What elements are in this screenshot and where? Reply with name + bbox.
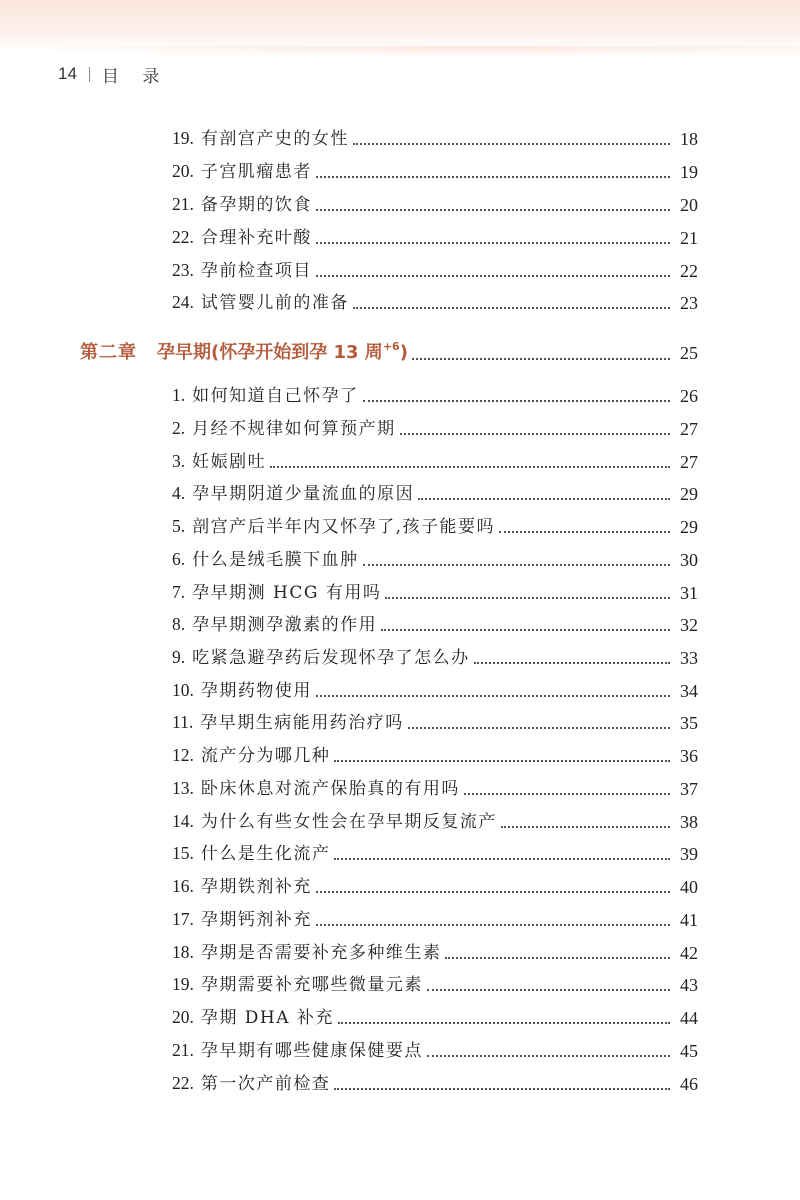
toc-entry-page: 22 <box>680 261 698 281</box>
toc-entry-title: 流产分为哪几种 <box>200 746 331 766</box>
toc-entry-label <box>172 416 396 441</box>
toc-entry-number: 9. <box>172 647 186 667</box>
toc-entry-label <box>172 710 404 735</box>
toc-entry-label <box>172 776 460 801</box>
toc-entry[interactable] <box>172 189 698 217</box>
toc-entry-label <box>172 547 359 572</box>
toc-entry[interactable] <box>172 577 698 605</box>
toc-entry-page: 43 <box>680 975 698 995</box>
dot-leader <box>427 1055 670 1057</box>
toc-entry[interactable] <box>172 1002 698 1030</box>
toc-entry[interactable] <box>172 255 698 283</box>
toc-entry-number: 20. <box>172 161 194 181</box>
dot-leader <box>316 924 670 926</box>
section-title: 目 录 <box>101 66 169 87</box>
toc-entry-title: 孕期 DHA 补充 <box>200 1008 334 1028</box>
toc-entry-page: 32 <box>680 615 698 635</box>
toc-entry-page: 18 <box>680 129 698 149</box>
toc-entry[interactable] <box>172 937 698 965</box>
dot-leader <box>474 662 670 664</box>
toc-entry-title: 孕早期测 HCG 有用吗 <box>192 583 382 603</box>
dot-leader <box>363 564 670 566</box>
toc-entry[interactable] <box>172 123 698 151</box>
header-band <box>0 0 800 52</box>
toc-entry-number: 17. <box>172 909 194 929</box>
dot-leader <box>385 597 670 599</box>
toc-entry-number: 3. <box>172 451 186 471</box>
chapter-title-superscript: +6 <box>382 340 400 353</box>
page-number: 14 <box>58 64 77 83</box>
toc-entry[interactable] <box>172 642 698 670</box>
toc-entry-title: 为什么有些女性会在孕早期反复流产 <box>200 812 497 832</box>
toc-entry-title: 孕早期阴道少量流血的原因 <box>192 484 415 504</box>
toc-entry-page: 27 <box>680 419 698 439</box>
toc-entry-label <box>172 972 423 997</box>
dot-leader <box>499 531 670 533</box>
running-head <box>58 62 168 86</box>
toc-entry-number: 8. <box>172 614 186 634</box>
toc-entry-page: 19 <box>680 162 698 182</box>
toc-entry-title: 什么是生化流产 <box>200 844 331 864</box>
toc-entry-page: 23 <box>680 293 698 313</box>
toc-entry[interactable] <box>172 806 698 834</box>
header-divider <box>89 67 90 82</box>
toc-entry-number: 11. <box>172 712 194 732</box>
toc-entry-number: 18. <box>172 942 194 962</box>
toc-entry-number: 16. <box>172 876 194 896</box>
toc-entry-page: 27 <box>680 452 698 472</box>
toc-entry[interactable] <box>172 707 698 735</box>
toc-entry-title: 合理补充叶酸 <box>200 228 312 248</box>
toc-entry-label <box>172 126 349 151</box>
toc-entry[interactable] <box>172 511 698 539</box>
toc-entry-number: 15. <box>172 843 194 863</box>
toc-entry-title: 孕早期生病能用药治疗吗 <box>200 713 404 733</box>
dot-leader <box>316 209 670 211</box>
toc-entry-title: 试管婴儿前的准备 <box>200 293 349 313</box>
dot-leader <box>353 143 670 145</box>
toc-entry[interactable] <box>172 380 698 408</box>
chapter-title-close: ) <box>399 342 408 363</box>
toc-entry-label <box>172 743 330 768</box>
toc-entry-page: 44 <box>680 1008 698 1028</box>
toc-entry-number: 14. <box>172 811 194 831</box>
toc-entry-label <box>172 841 330 866</box>
toc-entry-label <box>172 678 312 703</box>
toc-entry-label <box>172 290 349 315</box>
chapter-heading[interactable] <box>80 336 698 366</box>
toc-entry[interactable] <box>172 675 698 703</box>
toc-entry[interactable] <box>172 1068 698 1096</box>
toc-entry-title: 孕早期有哪些健康保健要点 <box>200 1041 423 1061</box>
dot-leader <box>316 176 670 178</box>
toc-entry[interactable] <box>172 544 698 572</box>
toc-entry-number: 22. <box>172 1073 194 1093</box>
toc-entry-page: 36 <box>680 746 698 766</box>
toc-entry-page: 26 <box>680 386 698 406</box>
toc-entry-number: 19. <box>172 974 194 994</box>
toc-entry-title: 孕期需要补充哪些微量元素 <box>200 975 423 995</box>
toc-entry-label <box>172 874 312 899</box>
toc-entry-number: 7. <box>172 582 186 602</box>
toc-entry-label <box>172 258 312 283</box>
dot-leader <box>316 695 670 697</box>
toc-entry[interactable] <box>172 969 698 997</box>
toc-entry-label <box>172 1071 330 1096</box>
toc-entry-page: 20 <box>680 195 698 215</box>
toc-entry-title: 剖宫产后半年内又怀孕了,孩子能要吗 <box>192 517 496 537</box>
toc-entry-number: 4. <box>172 483 186 503</box>
toc-entry-number: 6. <box>172 549 186 569</box>
dot-leader <box>418 498 670 500</box>
chapter-number: 第二章 <box>80 342 137 363</box>
toc-entry-number: 22. <box>172 227 194 247</box>
toc-entry-page: 29 <box>680 484 698 504</box>
chapter-title <box>157 340 408 366</box>
toc-entry-label <box>172 449 266 474</box>
dot-leader <box>334 1088 670 1090</box>
toc-entry-label <box>172 383 359 408</box>
toc-entry-number: 10. <box>172 680 194 700</box>
toc-entry-page: 42 <box>680 943 698 963</box>
toc-entry-title: 什么是绒毛膜下血肿 <box>192 550 359 570</box>
toc-entry-number: 21. <box>172 194 194 214</box>
toc-entry-page: 45 <box>680 1041 698 1061</box>
toc-entry-title: 如何知道自己怀孕了 <box>192 386 359 406</box>
chapter-page: 25 <box>680 343 698 363</box>
toc-entry-number: 1. <box>172 385 186 405</box>
toc-entry-title: 第一次产前检查 <box>200 1074 331 1094</box>
dot-leader <box>338 1022 670 1024</box>
dot-leader <box>408 727 670 729</box>
dot-leader <box>464 793 670 795</box>
toc-entry-label <box>172 1038 423 1063</box>
dot-leader <box>316 275 670 277</box>
toc-entry-page: 21 <box>680 228 698 248</box>
toc-entry-number: 20. <box>172 1007 194 1027</box>
toc-entry-title: 月经不规律如何算预产期 <box>192 419 396 439</box>
toc-entry-label <box>172 481 414 506</box>
toc-entry-label <box>172 907 312 932</box>
toc-entry-label <box>172 192 312 217</box>
toc-entry-label <box>172 225 312 250</box>
toc-entry-title: 孕早期测孕激素的作用 <box>192 615 378 635</box>
toc-entry[interactable] <box>172 478 698 506</box>
toc-entry-page: 30 <box>680 550 698 570</box>
toc-entry-number: 13. <box>172 778 194 798</box>
toc-entry[interactable] <box>172 156 698 184</box>
toc-entry-page: 33 <box>680 648 698 668</box>
toc-entry-number: 24. <box>172 292 194 312</box>
dot-leader <box>381 629 670 631</box>
dot-leader <box>445 957 670 959</box>
dot-leader <box>363 400 670 402</box>
dot-leader <box>501 826 670 828</box>
toc-entry-page: 37 <box>680 779 698 799</box>
toc-entry-number: 12. <box>172 745 194 765</box>
toc-entry[interactable] <box>172 609 698 637</box>
toc-entry-page: 38 <box>680 812 698 832</box>
toc-entry-title: 子宫肌瘤患者 <box>200 162 312 182</box>
toc-entry-page: 40 <box>680 877 698 897</box>
toc-entry-page: 39 <box>680 844 698 864</box>
toc-entry[interactable] <box>172 222 698 250</box>
toc-entry-page: 34 <box>680 681 698 701</box>
toc-entry-page: 31 <box>680 583 698 603</box>
toc-entry-title: 备孕期的饮食 <box>200 195 312 215</box>
toc-entry-label <box>172 809 497 834</box>
toc-entry-title: 妊娠剧吐 <box>192 452 267 472</box>
toc-entry-title: 孕前检查项目 <box>200 261 312 281</box>
toc-entry-page: 29 <box>680 517 698 537</box>
toc-entry-number: 21. <box>172 1040 194 1060</box>
toc-entry-title: 有剖宫产史的女性 <box>200 129 349 149</box>
toc-entry-title: 吃紧急避孕药后发现怀孕了怎么办 <box>192 648 470 668</box>
toc-entry-title: 孕期药物使用 <box>200 681 312 701</box>
toc-entry[interactable] <box>172 904 698 932</box>
toc-entry-page: 35 <box>680 713 698 733</box>
toc-entry[interactable] <box>172 287 698 315</box>
dot-leader <box>270 466 670 468</box>
toc-entry[interactable] <box>172 1035 698 1063</box>
toc-entry[interactable] <box>172 773 698 801</box>
dot-leader <box>400 433 670 435</box>
dot-leader <box>427 989 670 991</box>
toc-entry[interactable] <box>172 446 698 474</box>
dot-leader <box>316 891 670 893</box>
dot-leader <box>334 760 670 762</box>
toc-entry-label <box>172 940 441 965</box>
toc-entry-label <box>172 612 377 637</box>
toc-entry-label <box>172 645 470 670</box>
toc-entry-label <box>172 1005 334 1030</box>
dot-leader <box>412 358 670 360</box>
toc-entry-label <box>172 159 312 184</box>
toc-entry-title: 卧床休息对流产保胎真的有用吗 <box>200 779 460 799</box>
toc-entry-number: 2. <box>172 418 186 438</box>
toc-entry[interactable] <box>172 740 698 768</box>
dot-leader <box>353 307 670 309</box>
toc-entry-number: 5. <box>172 516 186 536</box>
toc-entry-label <box>172 514 495 539</box>
toc-entry-title: 孕期铁剂补充 <box>200 877 312 897</box>
dot-leader <box>334 858 670 860</box>
toc-entry-page: 46 <box>680 1074 698 1094</box>
toc-entry[interactable] <box>172 871 698 899</box>
toc-entry-title: 孕期钙剂补充 <box>200 910 312 930</box>
toc-entry-number: 23. <box>172 260 194 280</box>
toc-entry-label <box>172 580 381 605</box>
toc-entry-title: 孕期是否需要补充多种维生素 <box>200 943 442 963</box>
dot-leader <box>316 242 670 244</box>
toc-entry[interactable] <box>172 413 698 441</box>
chapter-title-main: 孕早期(怀孕开始到孕 13 周 <box>157 342 383 363</box>
toc-entry[interactable] <box>172 838 698 866</box>
toc-entry-number: 19. <box>172 128 194 148</box>
toc-entry-page: 41 <box>680 910 698 930</box>
